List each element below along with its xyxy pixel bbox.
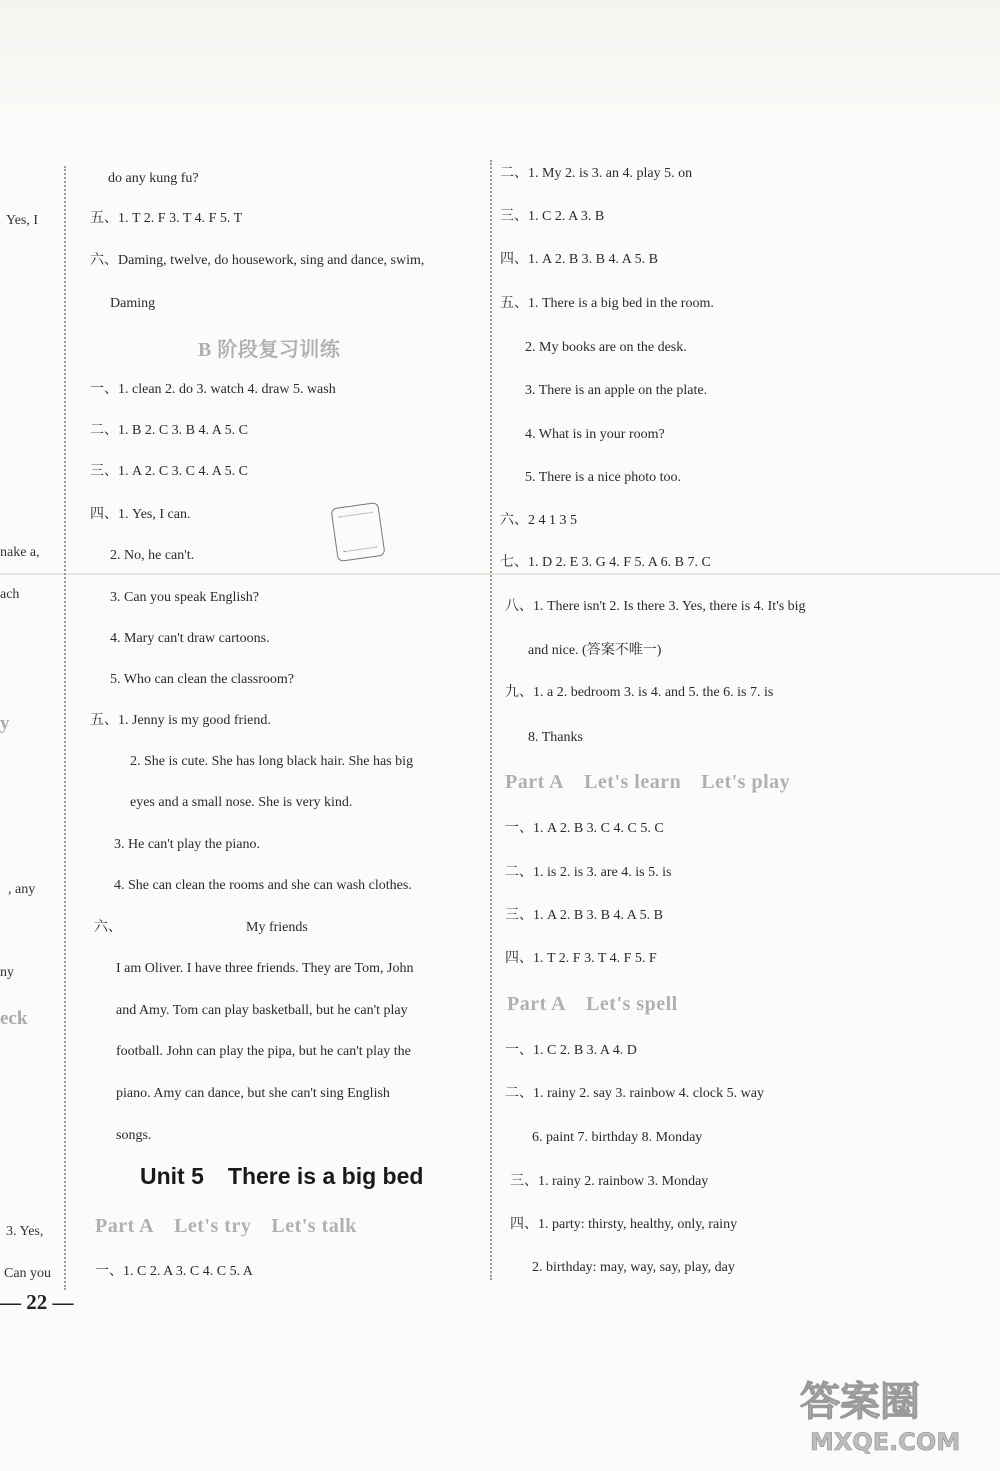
middle-answer-line: 一、1. clean 2. do 3. watch 4. draw 5. wash (90, 382, 336, 397)
margin-fragment-line: ny (0, 965, 14, 980)
right-answer-line: 一、1. A 2. B 3. C 4. C 5. C (505, 821, 664, 836)
middle-answer-line: 六、Daming, twelve, do housework, sing and dance, swim, (90, 253, 425, 268)
middle-answer-line: 六、 (94, 920, 122, 935)
middle-answer-line: 5. Who can clean the classroom? (110, 672, 295, 687)
heading-part: There is a big bed (227, 1163, 424, 1189)
middle-answer-line: eyes and a small nose. She is very kind. (130, 795, 353, 810)
middle-answer-section-heading (198, 333, 360, 362)
middle-answer-line: 4. Mary can't draw cartoons. (110, 631, 270, 646)
right-answer-line: 一、1. C 2. B 3. A 4. D (505, 1043, 637, 1058)
watermark-top-text: 答案圈 (800, 1379, 920, 1425)
middle-answer-line: 二、1. B 2. C 3. B 4. A 5. C (90, 423, 248, 438)
middle-answer-line: football. John can play the pipa, but he can't play the (116, 1044, 411, 1059)
heading-part: Let's learn (584, 771, 682, 793)
right-answer-line: 6. paint 7. birthday 8. Monday (532, 1130, 703, 1145)
page-number-value: 22 (26, 1290, 48, 1314)
right-answer-line: 2. birthday: may, way, say, play, day (532, 1260, 735, 1275)
middle-answer-line: songs. (116, 1128, 152, 1143)
right-answer-line: 二、1. My 2. is 3. an 4. play 5. on (500, 166, 693, 181)
middle-answer-line: 2. No, he can't. (110, 548, 195, 563)
right-answer-line: 九、1. a 2. bedroom 3. is 4. and 5. the 6. is 7. is (505, 685, 774, 700)
margin-fragment-line: nake a, (0, 545, 40, 560)
heading-part: Part A (507, 993, 567, 1015)
middle-answer-line: 3. He can't play the piano. (114, 837, 260, 852)
margin-fragment-line: Can you (4, 1266, 52, 1281)
heading-part: Unit 5 (140, 1163, 204, 1189)
margin-fragment-line: ach (0, 587, 20, 602)
watermark-site-text: MXQE.COM (810, 1428, 961, 1456)
heading-part: Let's try (174, 1215, 252, 1237)
right-answer-line: 三、1. A 2. B 3. B 4. A 5. B (505, 908, 663, 923)
right-answer-line: and nice. (答案不唯一) (528, 643, 662, 658)
right-answer-line: 六、2 4 1 3 5 (500, 513, 577, 528)
middle-answer-line: 一、1. C 2. A 3. C 4. C 5. A (95, 1264, 253, 1279)
heading-part: Let's spell (586, 993, 678, 1015)
right-answer-line: 二、1. rainy 2. say 3. rainbow 4. clock 5. way (505, 1086, 764, 1101)
middle-answer-line: 四、1. Yes, I can. (90, 507, 191, 522)
watermark-logo (800, 1370, 990, 1465)
middle-answer-line: piano. Amy can dance, but she can't sing English (116, 1086, 390, 1101)
right-answer-line: 七、1. D 2. E 3. G 4. F 5. A 6. B 7. C (500, 555, 711, 570)
middle-answer-line: I am Oliver. I have three friends. They are Tom, John (116, 961, 414, 976)
column-divider-middle (490, 160, 492, 1280)
middle-answer-unit-title (140, 1163, 447, 1190)
middle-answer-line: 3. Can you speak English? (110, 590, 259, 605)
middle-answer-line: 五、1. Jenny is my good friend. (90, 713, 271, 728)
heading-part: Part A (95, 1215, 155, 1237)
right-answer-line: 四、1. T 2. F 3. T 4. F 5. F (505, 951, 657, 966)
middle-answer-line: 五、1. T 2. F 3. T 4. F 5. T (90, 211, 243, 226)
middle-answer-line: do any kung fu? (108, 171, 199, 186)
right-answer-line: 3. There is an apple on the plate. (525, 383, 708, 398)
heading-part: Part A (505, 771, 565, 793)
heading-part: B 阶段复习训练 (198, 339, 341, 361)
middle-answer-line: 三、1. A 2. C 3. C 4. A 5. C (90, 464, 248, 479)
right-answer-line: 三、1. rainy 2. rainbow 3. Monday (510, 1174, 709, 1189)
column-divider-left (64, 166, 66, 1290)
margin-fragment-line: , any (8, 882, 36, 897)
right-answer-section-heading (505, 771, 810, 794)
right-answer-line: 四、1. party: thirsty, healthy, only, rainy (510, 1217, 738, 1232)
right-answer-line: 八、1. There isn't 2. Is there 3. Yes, there is 4. It's big (505, 599, 806, 614)
right-answer-line: 8. Thanks (528, 730, 583, 745)
review-stamp-icon (330, 502, 385, 562)
right-answer-line: 4. What is in your room? (525, 427, 665, 442)
middle-answer-line: and Amy. Tom can play basketball, but he can't play (116, 1003, 408, 1018)
margin-fragment-line: 3. Yes, (6, 1224, 44, 1239)
scan-fold-line (0, 573, 1000, 575)
middle-answer-line: My friends (246, 920, 308, 935)
right-answer-line: 二、1. is 2. is 3. are 4. is 5. is (505, 865, 672, 880)
right-answer-line: 5. There is a nice photo too. (525, 470, 682, 485)
margin-fragment-line: eck (0, 1008, 28, 1029)
heading-part: Let's play (701, 771, 791, 793)
middle-answer-line: 4. She can clean the rooms and she can wash clothes. (114, 878, 412, 893)
margin-fragment-line: y (0, 713, 10, 734)
scan-top-band (0, 0, 1000, 140)
right-answer-section-heading (507, 993, 698, 1016)
page-number: — 22 — (0, 1290, 74, 1314)
middle-answer-section-heading (95, 1215, 377, 1238)
middle-answer-line: Daming (110, 296, 156, 311)
margin-fragment-line: Yes, I (6, 213, 39, 228)
right-answer-line: 三、1. C 2. A 3. B (500, 209, 605, 224)
middle-answer-line: 2. She is cute. She has long black hair. She has big (130, 754, 414, 769)
right-answer-line: 五、1. There is a big bed in the room. (500, 296, 714, 311)
right-answer-line: 四、1. A 2. B 3. B 4. A 5. B (500, 252, 658, 267)
heading-part: Let's talk (271, 1215, 357, 1237)
right-answer-line: 2. My books are on the desk. (525, 340, 687, 355)
